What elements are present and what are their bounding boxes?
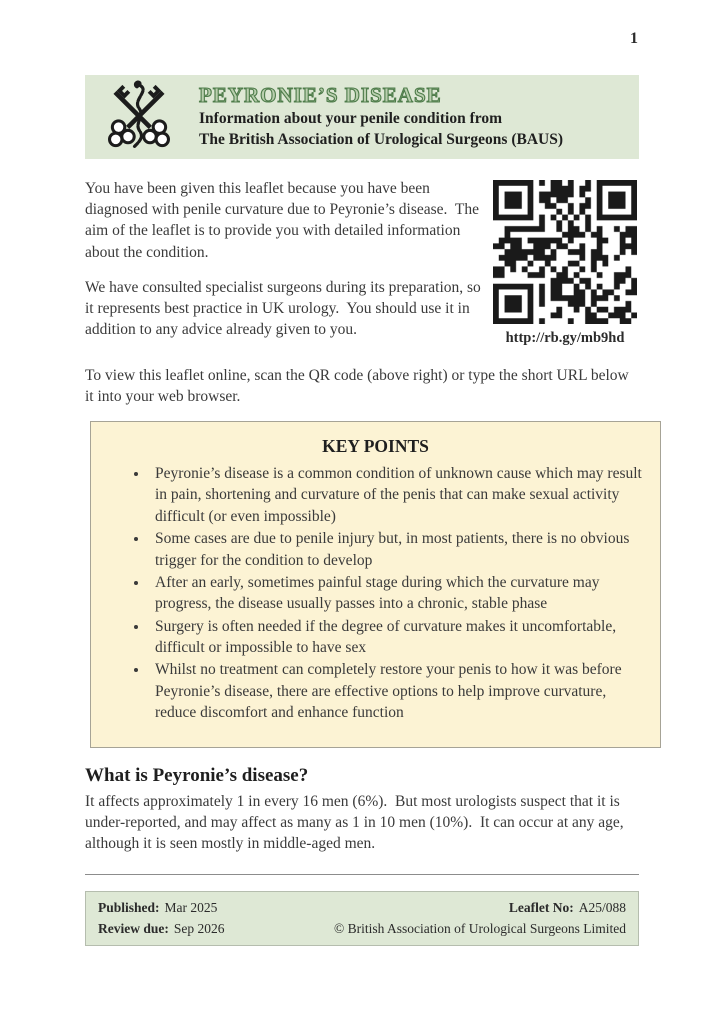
subtitle-line-1: Information about your penile condition from — [199, 109, 502, 127]
key-point-item: • Peyronie’s disease is a common condition of unknown cause which may result in pain, shortening and curvature of the penis that can make sexual activity difficult (or even impossible) — [149, 463, 642, 527]
header-band — [85, 75, 639, 159]
key-points-list — [109, 463, 646, 724]
document-title: PEYRONIE’S DISEASE — [199, 82, 442, 107]
key-points-box — [90, 421, 661, 748]
key-points-title: KEY POINTS — [322, 436, 429, 457]
qr-code — [493, 180, 637, 324]
intro-paragraph-1: You have been given this leaflet because you have been diagnosed with penile curvature due to Peyronie’s disease. The aim of the leaflet is to provide you with detailed information about the condition. — [85, 180, 483, 261]
review-row — [98, 919, 225, 939]
leaflet-no-row — [334, 898, 626, 918]
intro-section — [85, 178, 639, 355]
review-due-value: Sep 2026 — [173, 920, 225, 936]
crossed-keys-snake-icon — [97, 77, 181, 157]
intro-text — [85, 178, 485, 355]
header-text — [185, 84, 629, 151]
key-point-item: • After an early, sometimes painful stage during which the curvature may progress, the disease usually passes into a chronic, stable phase — [149, 572, 642, 615]
published-row — [98, 898, 225, 918]
section-paragraph: It affects approximately 1 in every 16 men (6%). But most urologists suspect that it is under-reported, and may affect as many as 1 in 10 men (10%). It can occur at any age, although it is seen mostly in middle-aged men. — [85, 792, 628, 853]
qr-short-url: http://rb.gy/mb9hd — [505, 330, 625, 346]
key-point-item: • Whilst no treatment can completely restore your penis to how it was before Peyronie’s disease, there are effective options to help improve curvature, reduce discomfort and enhance function — [149, 659, 642, 723]
key-point-item: • Surgery is often needed if the degree of curvature makes it uncomfortable, difficult or impossible to have sex — [149, 616, 642, 659]
published-label: Published: — [98, 900, 160, 916]
document-subtitle — [199, 109, 629, 151]
leaflet-no-value: A25/088 — [578, 900, 626, 916]
qr-block — [491, 178, 639, 355]
footer-right — [334, 898, 626, 939]
published-value: Mar 2025 — [164, 900, 218, 916]
page-number: 1 — [630, 30, 638, 47]
intro-paragraph-2: We have consulted specialist surgeons during its preparation, so it represents best practice in UK urology. You should use it in addition to any advice already given to you. — [85, 278, 485, 339]
subtitle-line-2: The British Association of Urological Surgeons (BAUS) — [199, 130, 563, 148]
scan-instruction: To view this leaflet online, scan the QR code (above right) or type the short URL below it into your web browser. — [85, 366, 633, 405]
footer-divider — [85, 874, 639, 875]
page-content — [85, 75, 646, 946]
key-point-item: • Some cases are due to penile injury but, in most patients, there is no obvious trigger for the condition to develop — [149, 528, 642, 571]
copyright: © British Association of Urological Surgeons Limited — [334, 920, 626, 936]
review-due-label: Review due: — [98, 920, 169, 936]
leaflet-no-label: Leaflet No: — [508, 900, 574, 916]
footer-band — [85, 891, 639, 946]
baus-logo — [93, 77, 185, 157]
footer-left — [98, 898, 225, 939]
section-heading: What is Peyronie’s disease? — [85, 764, 309, 786]
